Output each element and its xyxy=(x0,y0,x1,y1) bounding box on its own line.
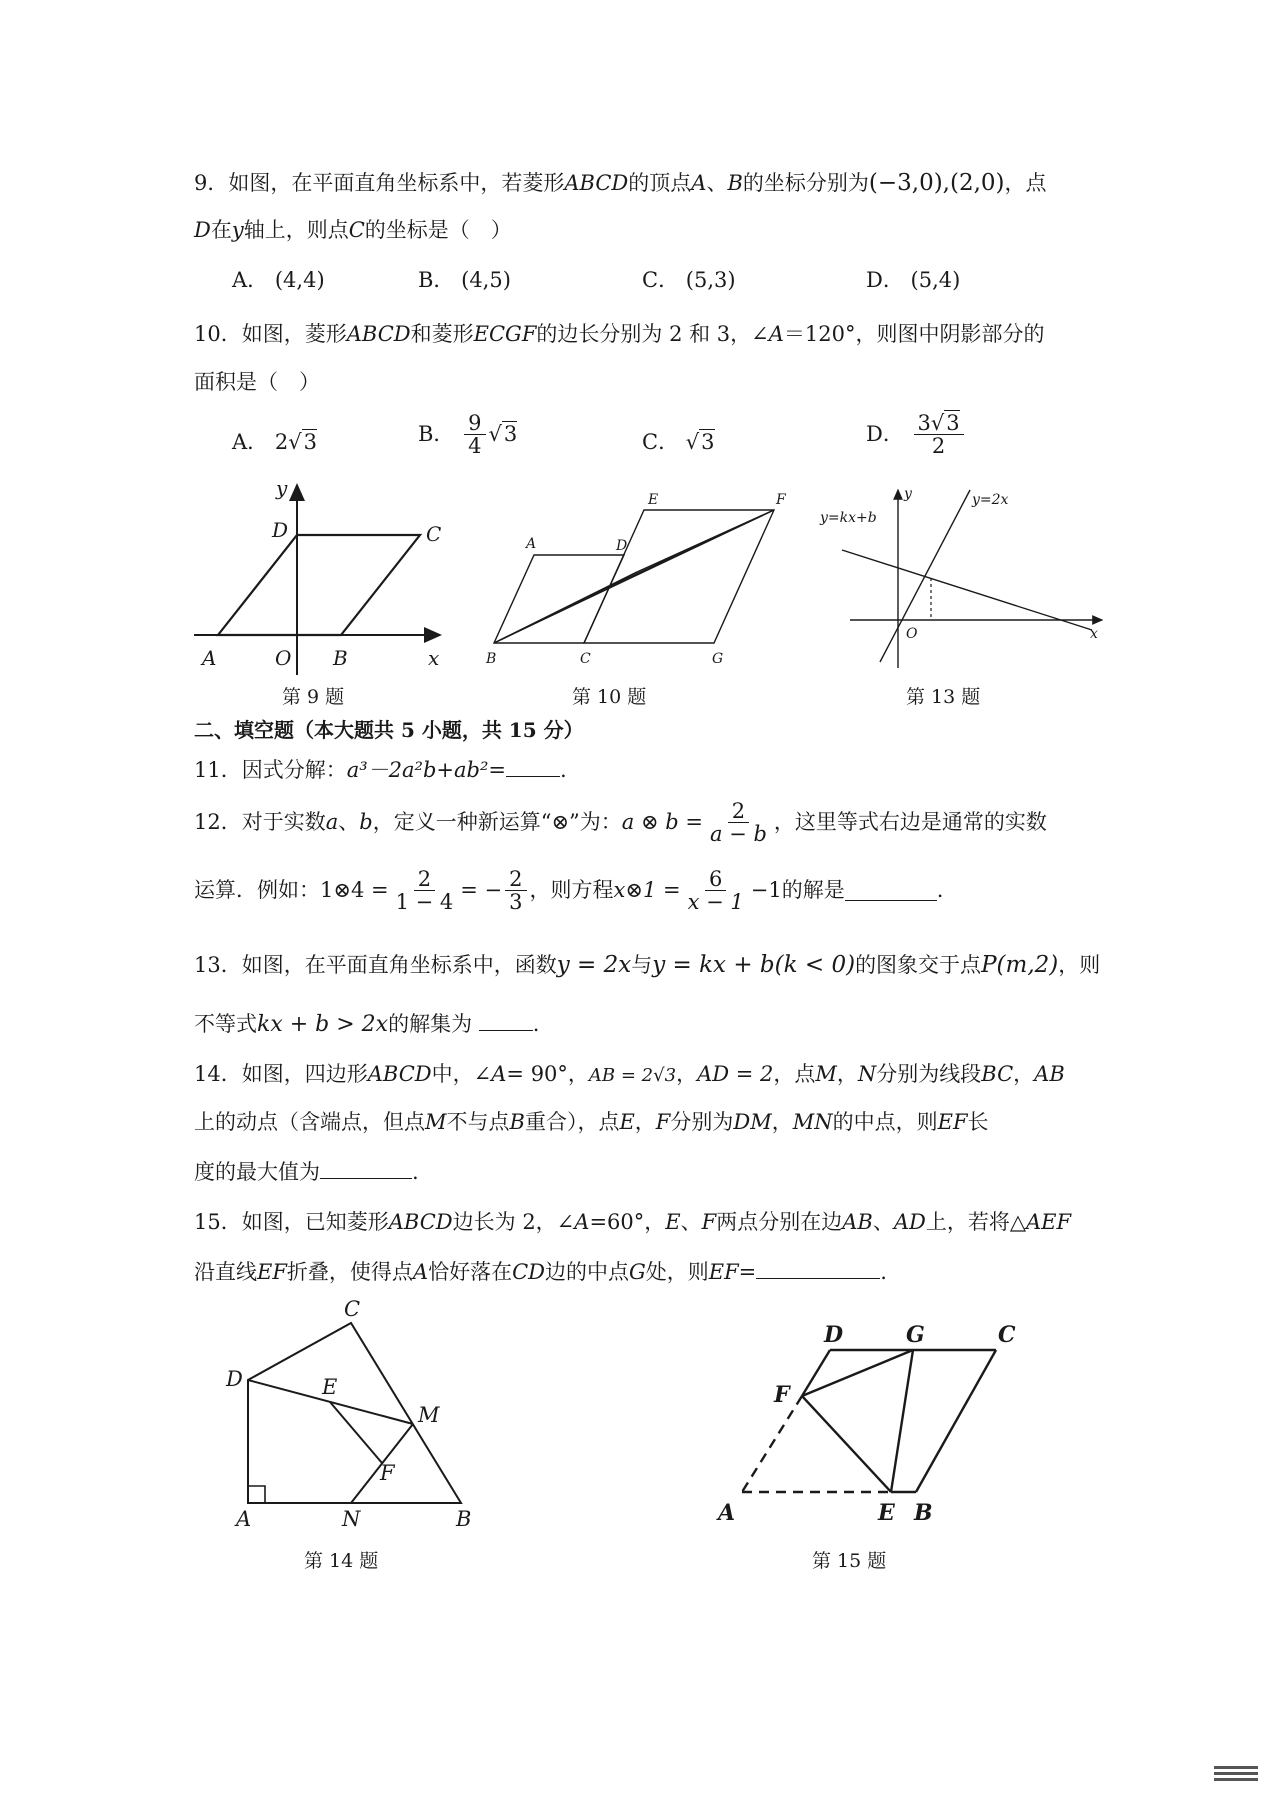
fig15-label-g: G xyxy=(906,1322,925,1348)
q12-example-fraction: $\frac{2}{1 - 4}$ xyxy=(395,867,454,915)
fig9-label-a: A xyxy=(202,646,217,670)
fig10-label-f: F xyxy=(776,492,786,508)
fig14-label-c: C xyxy=(344,1297,361,1321)
fig15-label-a: A xyxy=(718,1500,736,1526)
fig10-label-d: D xyxy=(616,538,628,554)
fig15-label-c: C xyxy=(998,1322,1016,1348)
q12-answer-blank[interactable] xyxy=(845,880,937,901)
menu-lines-icon[interactable] xyxy=(1214,1763,1258,1784)
fig14-label-m: M xyxy=(418,1403,440,1427)
fig14-label-n: N xyxy=(342,1507,361,1531)
fig15-segment-cb xyxy=(916,1350,996,1492)
fig15-segment-fg xyxy=(802,1350,913,1396)
q10-line-1: 10．如图，菱形ABCD和菱形ECGF的边长分别为 2 和 3，∠A＝120°，则图中阴影部分的 xyxy=(194,322,1045,346)
figure-9 xyxy=(190,475,460,685)
q15-line-1: 15．如图，已知菱形ABCD边长为 2，∠A=60°，E、F两点分别在边AB、AD上，若将△AEF xyxy=(194,1210,1072,1234)
fig9-label-y: y xyxy=(276,476,288,500)
fig13-label-o: O xyxy=(906,626,918,642)
fig10-label-c: C xyxy=(580,651,591,667)
fig10-rhombus-ecgf xyxy=(584,510,774,643)
q13-line-2: 不等式kx + b > 2x的解集为 . xyxy=(194,1012,540,1037)
fig10-caption: 第 10 题 xyxy=(572,686,647,708)
fig9-rhombus xyxy=(218,535,420,635)
q12-equation-fraction: $\frac{6}{x - 1}$ xyxy=(687,867,744,915)
fig14-label-e: E xyxy=(322,1375,338,1399)
fig9-label-d: D xyxy=(272,518,289,542)
fig9-label-c: C xyxy=(426,522,442,546)
fig13-label-x: x xyxy=(1090,626,1098,642)
q12-definition-fraction: $\frac{2}{a - b}$ xyxy=(709,799,767,847)
fig10-label-b: B xyxy=(486,651,497,667)
fig9-label-o: O xyxy=(275,646,292,670)
fig9-label-b: B xyxy=(333,646,348,670)
fig15-label-b: B xyxy=(914,1500,933,1526)
fig15-label-f: F xyxy=(774,1382,790,1408)
q9-option-c: C． (5,3) xyxy=(642,268,736,292)
figure-13 xyxy=(810,480,1110,680)
figure-14 xyxy=(220,1297,480,1531)
fig14-segment-ef xyxy=(330,1402,382,1463)
figure-15 xyxy=(706,1310,1036,1530)
q12-line-1: 12．对于实数a、b，定义一种新运算“⊗”为：a ⊗ b = $\frac{2}{a - b}$ ，这里等式右边是通常的实数 xyxy=(194,799,1047,847)
q13-line-1: 13．如图，在平面直角坐标系中，函数y = 2x与y = kx + b(k < 0)的图象交于点P(m,2)，则 xyxy=(194,952,1101,978)
q10-option-b-fraction: $\frac{9}{4}$ xyxy=(464,412,485,457)
fig10-line-bf xyxy=(494,510,774,643)
q13-answer-blank[interactable] xyxy=(479,1010,533,1031)
fig10-label-a: A xyxy=(526,536,537,552)
fig9-label-x: x xyxy=(428,646,440,670)
fig13-caption: 第 13 题 xyxy=(906,686,981,708)
q15-line-2: 沿直线EF折叠，使得点A恰好落在CD边的中点G处，则EF= . xyxy=(194,1260,887,1284)
fig13-label-line2: y=2x xyxy=(972,492,1009,508)
q9-option-d: D． (5,4) xyxy=(866,268,961,292)
fig14-caption: 第 14 题 xyxy=(304,1550,379,1572)
fig13-line-kxb xyxy=(842,550,1092,630)
fig14-right-angle-mark xyxy=(248,1486,265,1503)
q9-line-1: 9．如图，在平面直角坐标系中，若菱形ABCD的顶点A、B的坐标分别为(−3,0),(2,0)，点 xyxy=(194,170,1047,196)
figure-10 xyxy=(480,488,790,668)
q9-line-2: D在y轴上，则点C的坐标是（ ） xyxy=(194,218,512,242)
fig15-segment-ge xyxy=(891,1350,913,1492)
q11-line: 11．因式分解：a³－2a²b+ab²= . xyxy=(194,758,567,782)
fig15-segment-fe xyxy=(802,1396,891,1492)
q14-line-1: 14．如图，四边形ABCD中，∠A= 90°，AB = 2√3，AD = 2，点M，N分别为线段BC，AB xyxy=(194,1062,1065,1086)
q10-option-c: C． √3 xyxy=(642,430,715,454)
fig13-label-line1: y=kx+b xyxy=(820,510,877,526)
fig14-label-f: F xyxy=(380,1461,395,1485)
q10-line-2: 面积是（ ） xyxy=(194,370,320,394)
q12-example-result-fraction: $\frac{2}{3}$ xyxy=(505,868,526,913)
fig15-caption: 第 15 题 xyxy=(812,1550,887,1572)
q10-option-b: B． $\frac{9}{4}$ √3 xyxy=(418,411,518,459)
fig14-label-b: B xyxy=(456,1507,472,1531)
q10-option-d-fraction: $\frac{3√3}{2}$ xyxy=(914,412,964,457)
q10-option-a: A． 2√3 xyxy=(232,430,317,454)
section-2-title: 二、填空题（本大题共 5 小题，共 15 分） xyxy=(194,718,584,742)
fig15-label-e: E xyxy=(878,1500,895,1526)
q9-option-a: A． (4,4) xyxy=(232,268,325,292)
q14-line-3: 度的最大值为 . xyxy=(194,1160,419,1184)
q9-option-b: B． (4,5) xyxy=(418,268,511,292)
fig10-label-g: G xyxy=(712,651,724,667)
fig15-label-d: D xyxy=(824,1322,844,1348)
q10-option-d: D． $\frac{3√3}{2}$ xyxy=(866,412,967,457)
q15-answer-blank[interactable] xyxy=(756,1258,880,1279)
fig10-label-e: E xyxy=(648,492,659,508)
q12-line-2: 运算．例如：1⊗4 = $\frac{2}{1 - 4}$ = − $\frac{2}{3}$ ，则方程x⊗1 = $\frac{6}{x - 1}$ −1的解是 . xyxy=(194,867,944,915)
fig14-label-d: D xyxy=(226,1367,243,1391)
fig15-dashed-fa xyxy=(742,1396,802,1492)
fig9-caption: 第 9 题 xyxy=(282,686,345,708)
q14-line-2: 上的动点（含端点，但点M不与点B重合），点E，F分别为DM，MN的中点，则EF长 xyxy=(194,1110,989,1134)
q14-answer-blank[interactable] xyxy=(320,1158,412,1179)
fig14-label-a: A xyxy=(236,1507,252,1531)
fig13-label-y: y xyxy=(904,486,912,502)
q11-answer-blank[interactable] xyxy=(506,756,560,777)
